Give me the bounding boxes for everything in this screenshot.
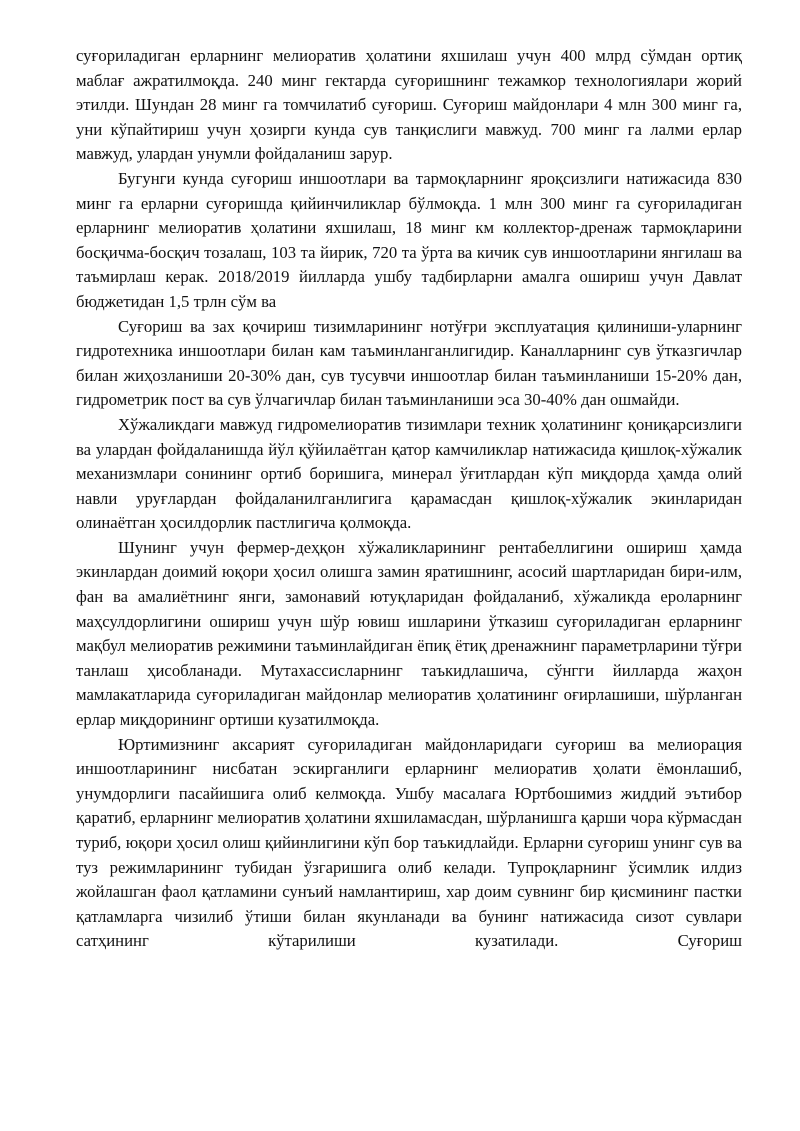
paragraph-3: Суғориш ва зах қочириш тизимларининг нотўғри эксплуатация қилиниши-уларнинг гидротехника иншоотлари билан кам таъминланганлигидир. Каналларнинг сув ўтказгичлар билан жиҳозланиши 20-30% дан, сув тусувчи иншоотлар билан таъминланиши 15-20% дан, гидрометрик пост ва сув ўлчагичлар билан таъминланиши эса 30-40% дан ошмайди.: [76, 316, 742, 410]
paragraph-2: Бугунги кунда суғориш иншоотлари ва тармоқларнинг яроқсизлиги натижасида 830 минг га ерларни суғоришда қийинчиликлар бўлмоқда. 1 млн 300 минг га суғориладиган ерларнинг мелиоратив ҳолатини яхшилаш, 18 минг км коллектор-дренаж тармоқларини босқичма-босқич тозалаш, 103 та йирик, 720 та ўрта ва кичик сув иншоотларини янгилаш ва таъмирлаш керак. 2018/2019 йилларда ушбу тадбирларни амалга ошириш учун Давлат бюджетидан 1,5 трлн сўм ва: [76, 168, 742, 311]
paragraph-5: Шунинг учун фермер-деҳқон хўжаликларининг рентабеллигини ошириш ҳамда экинлардан доимий юқори ҳосил олишга замин яратишнинг, асосий шартларидан бири-илм, фан ва амалиётнинг янги, замонавий ютуқларидан фойдаланиб, хўжаликда ероларнинг маҳсулдорлигини ошириш учун шўр ювиш ишларини ўтказиш суғориладиган ерларнинг мақбул мелиоратив режимини таъминлайдиган ёпиқ ётиқ дренажнинг параметрларини тўғри танлаш ҳисобланади. Мутахассисларнинг таъкидлашича, сўнгги йилларда жаҳон мамлакатларида суғориладиган майдонлар мелиоратив ҳолатининг оғирлашиши, шўрланган ерлар миқдорининг ортиши кузатилмоқда.: [76, 537, 742, 730]
document-page: [76, 44, 742, 954]
paragraph-4: Хўжаликдаги мавжуд гидромелиоратив тизимлари техник ҳолатининг қониқарсизлиги ва улардан фойдаланишда йўл қўйилаётган қатор камчиликлар натижасида қишлоқ-хўжалик механизмлари сонининг ортиб боришига, минерал ўғитлардан кўп миқдорда ҳамда олий навли уруғлардан фойдаланилганлигига қарамасдан қишлоқ-хўжалик экинларидан олинаётган ҳосилдорлик пастлигича қолмоқда.: [76, 414, 742, 533]
paragraph-6: Юртимизнинг аксарият суғориладиган майдонларидаги суғориш ва мелиорация иншоотларининг нисбатан эскирганлиги ерларнинг мелиоратив ҳолати ёмонлашиб, унумдорлиги пасайишига олиб келмоқда. Ушбу масалага Юртбошимиз жиддий эътибор қаратиб, ерларнинг мелиоратив ҳолатини яхшиламасдан, шўрланишга қарши чора кўрмасдан туриб, юқори ҳосил олиш қийинлигини кўп бор таъкидлайди. Ерларни суғориш унинг сув ва туз режимларининг тубидан ўзгаришига олиб келади. Тупроқларнинг ўсимлик илдиз жойлашган фаол қатламини сунъий намлантириш, хар доим сувнинг бир қисмининг пастки қатламларга чизилиб ўтиши билан якунланади ва бунинг натижасида сизот сувлари сатҳининг кўтарилиши кузатилади. Суғориш: [76, 734, 742, 951]
paragraph-1: суғориладиган ерларнинг мелиоратив ҳолатини яхшилаш учун 400 млрд сўмдан ортиқ маблағ ажратилмоқда. 240 минг гектарда суғоришнинг тежамкор технологиялари жорий этилди. Шундан 28 минг га томчилатиб суғориш. Суғориш майдонлари 4 млн 300 минг га, уни кўпайтириш учун ҳозирги кунда сув танқислиги мавжуд. 700 минг га лалми ерлар мавжуд, улардан унумли фойдаланиш зарур.: [76, 46, 742, 164]
